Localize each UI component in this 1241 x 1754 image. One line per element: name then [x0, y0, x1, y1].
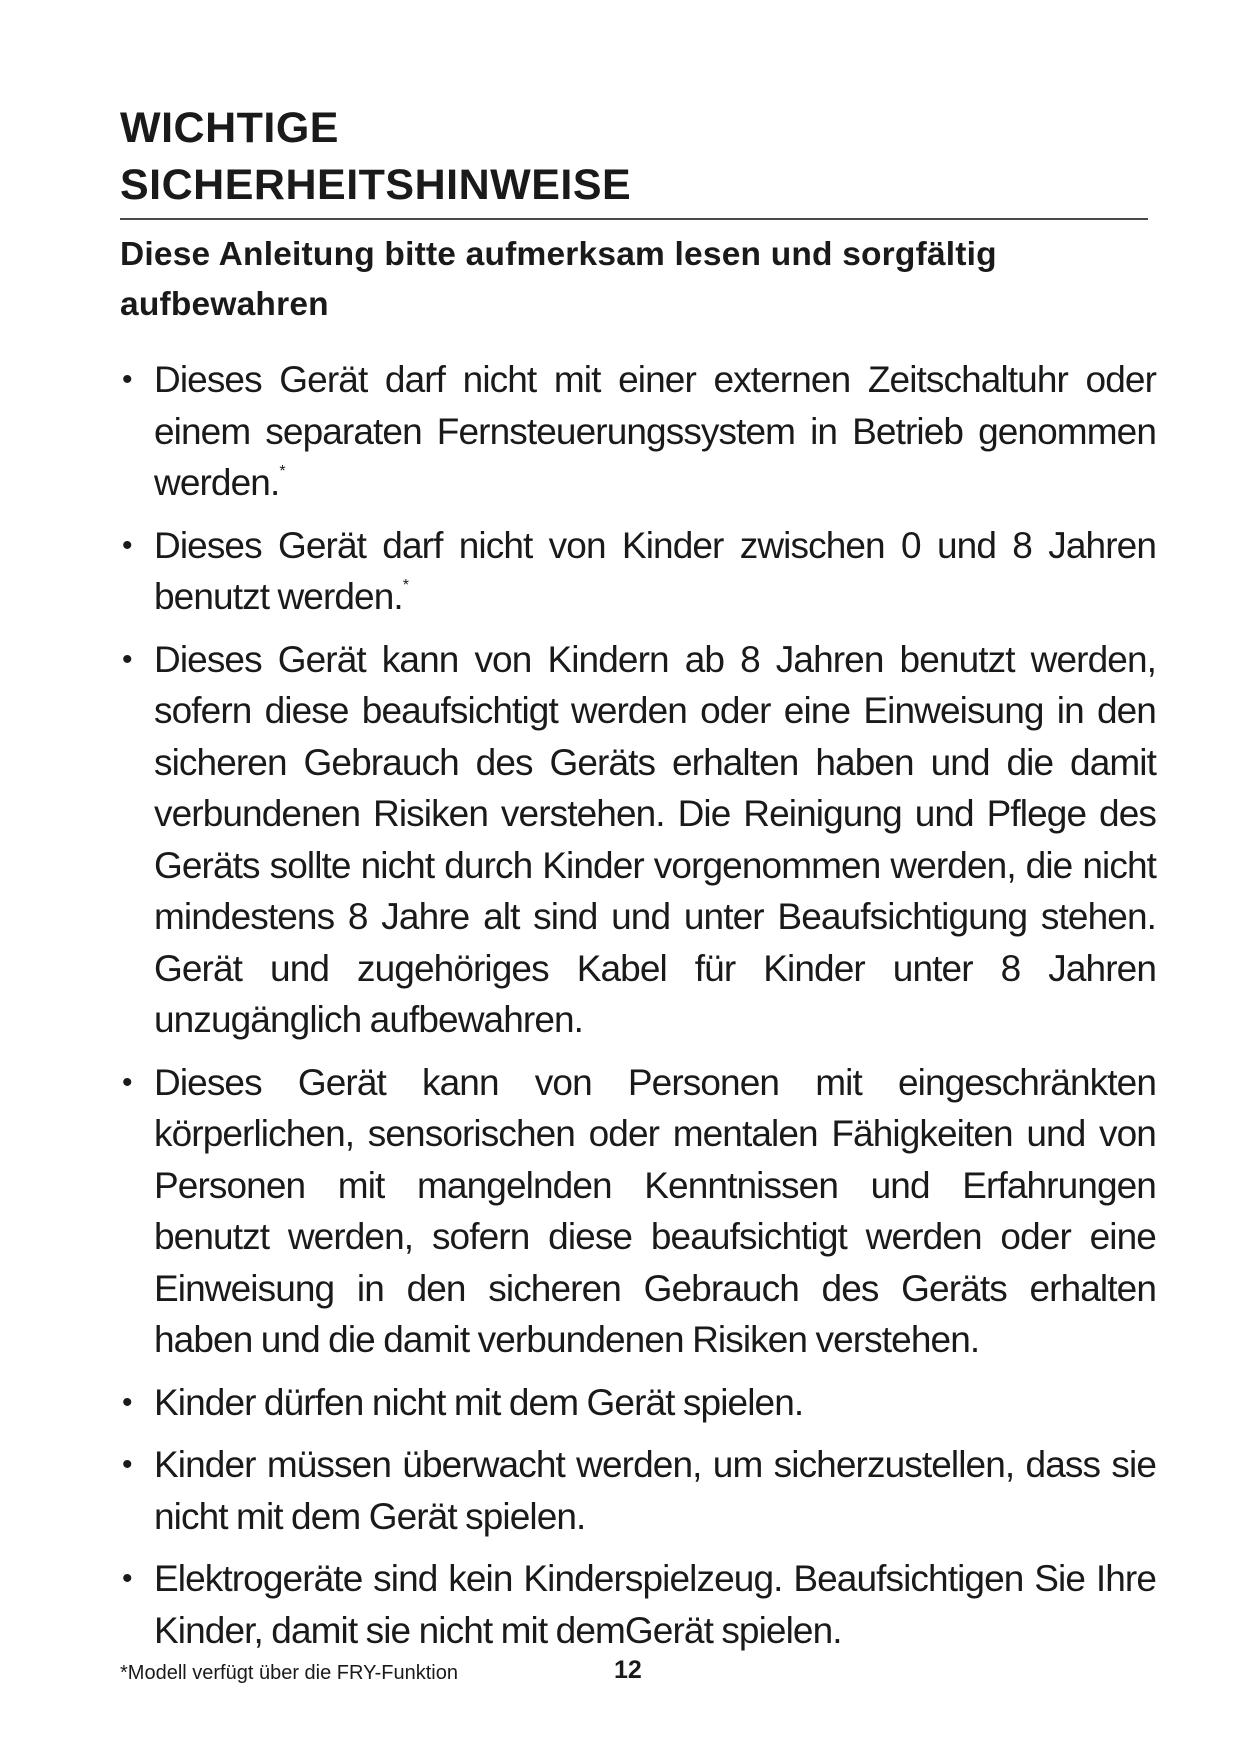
list-item — [120, 1057, 1156, 1366]
list-item-text: Dieses Gerät kann von Personen mit eingeschränkten körperlichen, sensorischen oder mentalen Fähigkeiten und von Personen mit mangelnden Kenntnissen und Erfahrungen benutzt werden, sofern diese beaufsichtigt werden oder eine Einweisung in den sicheren Gebrauch des Geräts erhalten haben und die damit verbundenen Risiken verstehen. — [154, 1061, 1156, 1360]
footnote: *Modell verfügt über die FRY-Funktion — [120, 1662, 458, 1684]
subtitle: Diese Anleitung bitte aufmerksam lesen und sorgfältig aufbewahren — [120, 236, 997, 323]
bullet-icon: • — [122, 363, 132, 396]
bullet-icon: • — [122, 1065, 132, 1099]
page-title — [120, 100, 1156, 214]
list-item — [120, 1439, 1156, 1542]
footnote-marker: * — [279, 462, 285, 480]
safety-list — [120, 354, 1156, 1656]
list-item — [120, 634, 1156, 1046]
list-item-text: Kinder müssen überwacht werden, um sicherzustellen, dass sie nicht mit dem Gerät spielen. — [154, 1444, 1156, 1537]
title-line-1: WICHTIGE — [120, 104, 339, 152]
list-item — [120, 1553, 1156, 1656]
title-divider — [120, 218, 1148, 220]
title-line-2: SICHERHEITSHINWEISE — [120, 161, 632, 209]
list-item-text: Dieses Gerät kann von Kindern ab 8 Jahren benutzt werden, sofern diese beaufsichtigt werden oder eine Einweisung in den sicheren Gebrauch des Geräts erhalten haben und die damit verbundenen Risiken verstehen. Die Reinigung und Pflege des Geräts sollte nicht durch Kinder vorgenommen werden, die nicht mindestens 8 Jahre alt sind und unter Beaufsichtigung stehen. Gerät und zugehöriges Kabel für Kinder unter 8 Jahren unzugänglich aufbewahren. — [154, 638, 1156, 1040]
bullet-icon: • — [122, 1448, 132, 1481]
list-item — [120, 354, 1156, 509]
list-item-text: Elektrogeräte sind kein Kinderspielzeug. Beaufsichtigen Sie Ihre Kinder, damit sie nicht mit demGerät spielen. — [154, 1558, 1156, 1651]
bullet-icon: • — [122, 1385, 132, 1419]
list-item-text: Dieses Gerät darf nicht mit einer externen Zeitschaltuhr oder einem separaten Fernsteuerungssystem in Betrieb genommen werden. — [154, 359, 1156, 503]
page-content — [120, 100, 1156, 1667]
footnote-marker: * — [402, 576, 409, 594]
bullet-icon: • — [122, 528, 132, 562]
list-item — [120, 520, 1156, 623]
list-item-text: Dieses Gerät darf nicht von Kinder zwischen 0 und 8 Jahren benutzt werden. — [154, 524, 1156, 617]
bullet-icon: • — [122, 1562, 132, 1595]
list-item — [120, 1377, 1156, 1429]
bullet-icon: • — [122, 642, 132, 676]
list-item-text: Kinder dürfen nicht mit dem Gerät spielen. — [154, 1381, 804, 1423]
page-number: 12 — [614, 1656, 642, 1684]
